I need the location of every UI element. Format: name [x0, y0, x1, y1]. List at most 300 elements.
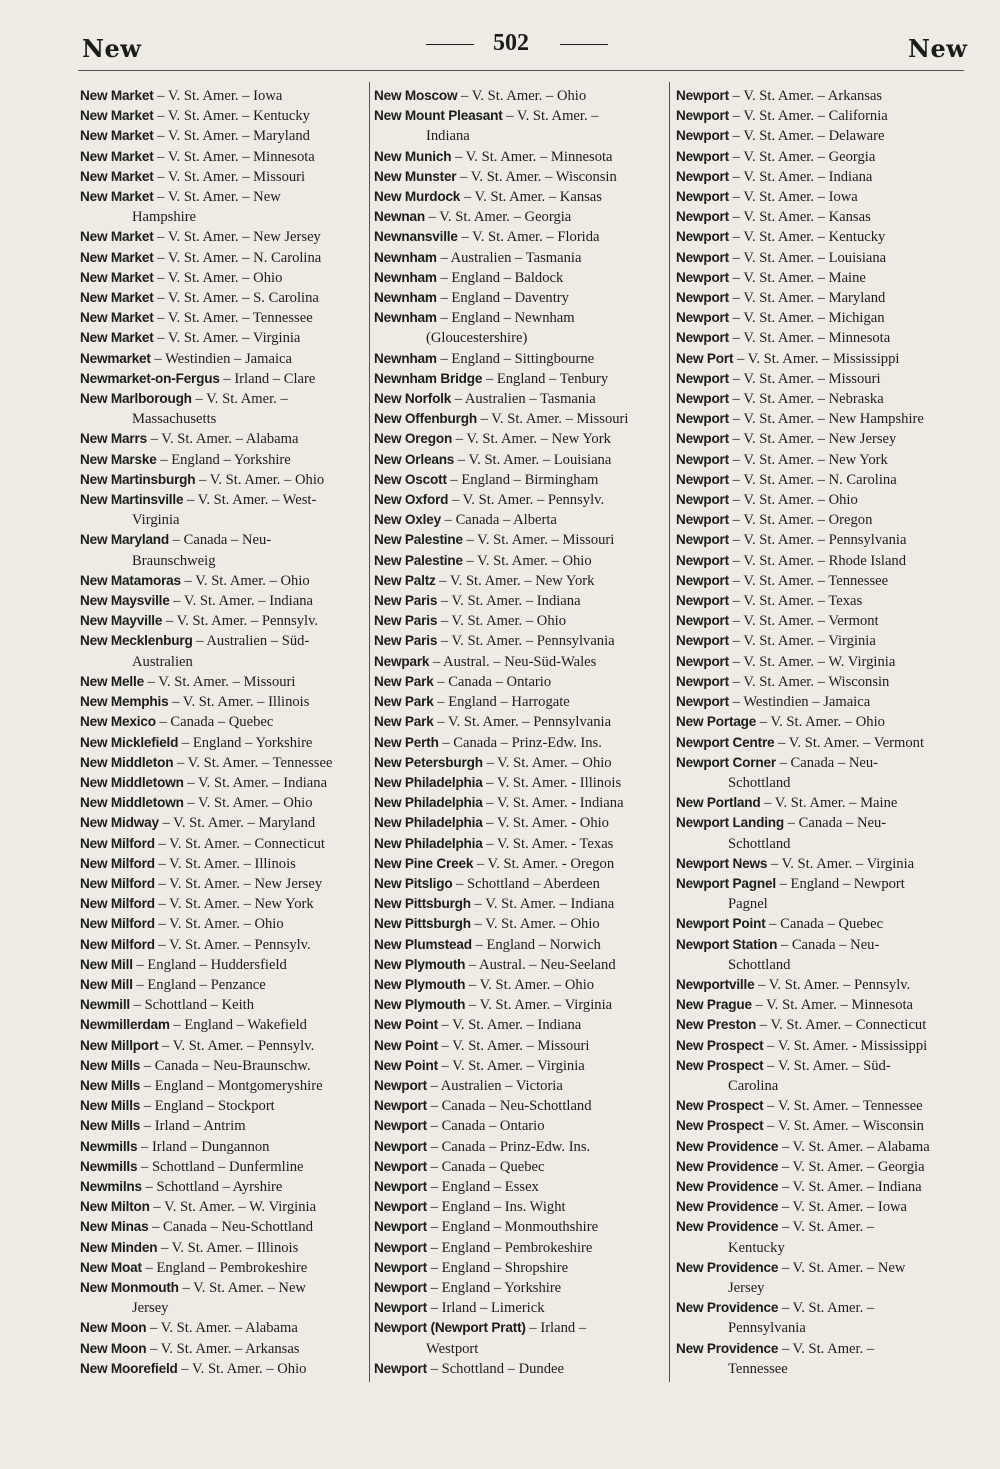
entry-location: – V. St. Amer. – Wisconsin — [456, 168, 617, 185]
entry-location: – Canada – Neu-Schottland — [148, 1219, 313, 1236]
entry-headword: New Murdock — [374, 189, 461, 205]
entry-headword: New Orleans — [374, 451, 455, 467]
entry-headword: Newmills — [80, 1158, 138, 1174]
entry-headword: Newmills — [80, 1138, 138, 1154]
gazetteer-entry — [676, 207, 966, 227]
entry-location: – V. St. Amer. – Minnesota — [728, 330, 891, 347]
gazetteer-entry — [80, 712, 364, 732]
entry-headword: New Paris — [374, 613, 438, 629]
entry-continued-text: Virginia — [132, 512, 180, 529]
entry-location: – V. St. Amer. – New York — [154, 896, 314, 913]
gazetteer-entry — [374, 409, 664, 429]
entry-headword: New Providence — [676, 1340, 779, 1356]
entry-location: – V. St. Amer. – Maryland — [158, 815, 316, 832]
gazetteer-entry — [374, 1177, 664, 1197]
entry-location: – V. St. Amer. – Missouri — [462, 532, 615, 549]
entry-location: – England – Montgomeryshire — [140, 1077, 323, 1094]
entry-location: – England – Sittingbourne — [436, 350, 595, 367]
entry-location: – V. St. Amer. – Iowa — [778, 1199, 908, 1216]
entry-location: – V. St. Amer. – S. Carolina — [153, 290, 319, 307]
gazetteer-entry — [80, 813, 364, 833]
entry-headword: New Pine Creek — [374, 855, 474, 871]
entry-headword: New Martinsville — [80, 492, 184, 508]
entry-location: – V. St. Amer. – Maryland — [728, 290, 886, 307]
entry-headword: New Market — [80, 249, 154, 265]
entry-headword: Newport (Newport Pratt) — [374, 1320, 526, 1336]
gazetteer-entry — [676, 248, 966, 268]
entry-location: – V. St. Amer. – Missouri — [437, 1037, 590, 1054]
gazetteer-entry — [676, 530, 966, 550]
entry-headword: New Norfolk — [374, 391, 452, 407]
entry-location: – V. St. Amer. – Georgia — [778, 1158, 925, 1175]
entry-location: – V. St. Amer. – W. Virginia — [728, 653, 896, 670]
gazetteer-entry — [676, 813, 966, 833]
entry-headword: Newport Point — [676, 916, 766, 932]
entry-location: – V. St. Amer. – Ohio — [728, 492, 858, 509]
gazetteer-entry — [676, 227, 966, 247]
entry-location: – V. St. Amer. – Texas — [728, 593, 863, 610]
entry-location: – V. St. Amer. – Alabama — [146, 431, 299, 448]
entry-location: – V. St. Amer. – New — [153, 189, 281, 206]
entry-headword: New Portage — [676, 714, 757, 730]
entry-headword: New Moon — [80, 1340, 147, 1356]
gazetteer-entry — [676, 1137, 966, 1157]
entry-location: – V. St. Amer. – Arkansas — [146, 1340, 300, 1357]
entry-location: – V. St. Amer. – Ohio — [195, 471, 325, 488]
gazetteer-entry — [80, 793, 364, 813]
gazetteer-entry — [676, 611, 966, 631]
entry-continuation — [676, 1359, 966, 1379]
entry-location: – V. St. Amer. – Ohio — [154, 916, 284, 933]
entry-headword: New Pittsburgh — [374, 896, 471, 912]
gazetteer-entry — [676, 712, 966, 732]
entry-headword: Newport — [676, 694, 729, 710]
entry-location: – V. St. Amer. – Ohio — [465, 976, 595, 993]
entry-location: – England – Pembrokeshire — [141, 1259, 308, 1276]
entry-headword: New Pitsligo — [374, 875, 453, 891]
entry-location: – V. St. Amer. – California — [728, 108, 888, 125]
gazetteer-entry — [80, 753, 364, 773]
gazetteer-entry — [374, 106, 664, 126]
entry-headword: Newmill — [80, 997, 130, 1013]
entry-location: – V. St. Amer. – Indiana — [728, 168, 873, 185]
entry-location: – V. St. Amer. – Alabama — [778, 1138, 930, 1155]
entry-location: – Schottland – Ayrshire — [141, 1178, 283, 1195]
entry-location: – England – Yorkshire — [178, 734, 313, 751]
entry-headword: New Portland — [676, 795, 761, 811]
entry-location: – V. St. Amer. – Illinois — [157, 1239, 299, 1256]
entry-location: – V. St. Amer. – Tennessee — [173, 754, 333, 771]
gazetteer-entry — [374, 1258, 664, 1278]
entry-location: – V. St. Amer. – West- — [183, 492, 317, 509]
gazetteer-entry — [80, 187, 364, 207]
gazetteer-entry — [374, 227, 664, 247]
entry-headword: New Milford — [80, 916, 155, 932]
entry-location: – Canada – Neu- — [169, 532, 272, 549]
entry-continued-text: Schottland — [728, 956, 791, 973]
entry-headword: Newport Corner — [676, 754, 776, 770]
entry-headword: New Mills — [80, 1118, 141, 1134]
entry-headword: New Mount Pleasant — [374, 108, 503, 124]
gazetteer-entry — [676, 874, 966, 894]
entry-location: – V. St. Amer. – Virginia — [437, 1057, 585, 1074]
gazetteer-entry — [374, 894, 664, 914]
entry-location: – V. St. Amer. – Maine — [728, 269, 866, 286]
entry-continued-text: Schottland — [728, 835, 791, 852]
entry-headword: Newport — [676, 613, 729, 629]
entry-headword: New Micklefield — [80, 734, 179, 750]
entry-location: – V. St. Amer. – — [778, 1219, 875, 1236]
gazetteer-entry — [676, 1036, 966, 1056]
gazetteer-entry — [676, 1157, 966, 1177]
entry-location: – Canada – Neu- — [775, 754, 879, 771]
gazetteer-entry — [374, 914, 664, 934]
entry-headword: Newport — [676, 593, 729, 609]
entry-continuation — [80, 1298, 364, 1318]
entry-continuation — [676, 834, 966, 854]
entry-headword: Newport — [374, 1199, 427, 1215]
gazetteer-entry — [676, 793, 966, 813]
entry-headword: New Philadelphia — [374, 795, 483, 811]
gazetteer-entry — [374, 692, 664, 712]
gazetteer-entry — [676, 328, 966, 348]
entry-headword: New Milford — [80, 896, 155, 912]
entry-location: – England – Yorkshire — [426, 1279, 562, 1296]
entry-location: – England – Monmouthshire — [426, 1219, 599, 1236]
gazetteer-entry — [374, 1137, 664, 1157]
gazetteer-entry — [80, 773, 364, 793]
entry-headword: New Melle — [80, 673, 144, 689]
gazetteer-entry — [374, 147, 664, 167]
entry-continued-text: Schottland — [728, 774, 791, 791]
entry-location: – England – Daventry — [436, 290, 569, 307]
gazetteer-entry — [676, 1056, 966, 1076]
entry-location: – V. St. Amer. – New Jersey — [728, 431, 897, 448]
entry-location: – V. St. Amer. – Tennessee — [153, 310, 313, 327]
entry-headword: New Milford — [80, 875, 155, 891]
entry-headword: Newport — [676, 633, 729, 649]
entry-location: – V. St. Amer. – Ohio — [756, 714, 885, 731]
entry-headword: New Monmouth — [80, 1279, 179, 1295]
entry-location: – V. St. Amer. – Tennessee — [728, 572, 889, 589]
entry-location: – Schottland – Keith — [129, 997, 255, 1014]
entry-headword: Newport News — [676, 855, 768, 871]
entry-location: – V. St. Amer. – New Hampshire — [728, 411, 924, 428]
entry-location: – V. St. Amer. – Süd- — [763, 1057, 891, 1074]
entry-headword: Newport — [374, 1138, 427, 1154]
entry-headword: Newport — [676, 310, 729, 326]
entry-location: – V. St. Amer. – Minnesota — [153, 148, 315, 165]
gazetteer-entry — [80, 631, 364, 651]
entry-headword: Newnham — [374, 269, 437, 285]
gazetteer-entry — [676, 268, 966, 288]
gazetteer-entry — [80, 854, 364, 874]
entry-continued-text: Jersey — [132, 1300, 169, 1317]
gazetteer-entry — [80, 1056, 364, 1076]
gazetteer-entry — [374, 1217, 664, 1237]
entry-location: – V. St. Amer. – Georgia — [728, 148, 876, 165]
gazetteer-entry — [80, 1197, 364, 1217]
entry-headword: Newport Pagnel — [676, 875, 776, 891]
entry-headword: Newport Landing — [676, 815, 785, 831]
entry-headword: New Prague — [676, 997, 752, 1013]
entry-location: – Westindien – Jamaica — [150, 350, 292, 367]
gazetteer-entry — [676, 1197, 966, 1217]
entry-location: – Schottland – Aberdeen — [452, 875, 600, 892]
entry-headword: New Plymouth — [374, 956, 466, 972]
gazetteer-entry — [80, 450, 364, 470]
entry-location: – V. St. Amer. – Ohio — [177, 1360, 307, 1377]
entry-headword: New Oxford — [374, 492, 449, 508]
gazetteer-entry — [80, 530, 364, 550]
entry-location: – Canada – Quebec — [765, 916, 884, 933]
gazetteer-entry — [676, 995, 966, 1015]
entry-headword: New Mill — [80, 956, 133, 972]
entry-headword: New Providence — [676, 1199, 779, 1215]
gazetteer-entry — [374, 773, 664, 793]
entry-location: – V. St. Amer. – Louisiana — [454, 451, 612, 468]
entry-headword: New Perth — [374, 734, 439, 750]
entry-location: – V. St. Amer. – — [778, 1340, 875, 1357]
entry-headword: New Moon — [80, 1320, 147, 1336]
entry-headword: New Market — [80, 290, 154, 306]
entry-headword: New Milford — [80, 835, 155, 851]
entry-headword: New Moorefield — [80, 1360, 178, 1376]
gazetteer-entry — [374, 1056, 664, 1076]
gazetteer-entry — [676, 1015, 966, 1035]
entry-headword: New Port — [676, 350, 734, 366]
gazetteer-entry — [80, 126, 364, 146]
entry-headword: Newport — [374, 1178, 427, 1194]
entry-location: – Westindien – Jamaica — [728, 694, 871, 711]
entry-location: – England – Shropshire — [426, 1259, 569, 1276]
gazetteer-entry — [374, 631, 664, 651]
entry-headword: New Preston — [676, 1017, 757, 1033]
entry-location: – V. St. Amer. – Oregon — [728, 512, 873, 529]
entry-location: – V. St. Amer. – Connecticut — [756, 1017, 927, 1034]
gazetteer-entry — [80, 874, 364, 894]
entry-location: – Canada – Alberta — [440, 512, 557, 529]
gazetteer-entry — [374, 753, 664, 773]
entry-headword: Newport — [374, 1219, 427, 1235]
entry-continuation — [374, 1339, 664, 1359]
entry-location: – V. St. Amer. – Minnesota — [751, 997, 914, 1014]
entry-location: – England – Huddersfield — [132, 956, 287, 973]
entry-continuation — [676, 1278, 966, 1298]
gazetteer-entry — [80, 1036, 364, 1056]
gazetteer-entry — [374, 712, 664, 732]
gazetteer-entry — [374, 995, 664, 1015]
entry-headword: Newport — [676, 269, 729, 285]
entry-continued-text: Braunschweig — [132, 552, 216, 569]
gazetteer-entry — [80, 692, 364, 712]
gazetteer-entry — [676, 510, 966, 530]
entry-headword: Newport Station — [676, 936, 778, 952]
entry-location: – England – Baldock — [436, 269, 564, 286]
entry-headword: New Marrs — [80, 431, 147, 447]
entry-continued-text: Tennessee — [728, 1360, 788, 1377]
entry-headword: Newport — [676, 532, 729, 548]
entry-location: – V. St. Amer. – Florida — [457, 229, 600, 246]
gazetteer-entry — [374, 813, 664, 833]
entry-location: – England – Penzance — [132, 976, 266, 993]
entry-location: – V. St. Amer. – Iowa — [153, 88, 283, 104]
entry-location: – V. St. Amer. – Delaware — [728, 128, 885, 145]
gazetteer-entry — [80, 167, 364, 187]
entry-headword: Newnansville — [374, 229, 458, 245]
entry-headword: New Prospect — [676, 1098, 764, 1114]
gazetteer-entry — [80, 975, 364, 995]
entry-continued-text: Pennsylvania — [728, 1320, 806, 1337]
gazetteer-entry — [676, 369, 966, 389]
entry-location: – V. St. Amer. – Ohio — [457, 88, 587, 104]
entry-location: – Irland – Limerick — [426, 1300, 545, 1317]
entry-headword: New Prospect — [676, 1057, 764, 1073]
gazetteer-entry — [80, 1157, 364, 1177]
entry-headword: New Mills — [80, 1057, 141, 1073]
entry-location: – V. St. Amer. – Missouri — [153, 168, 306, 185]
entry-headword: New Martinsburgh — [80, 471, 196, 487]
gazetteer-entry — [374, 429, 664, 449]
entry-headword: Newport — [374, 1118, 427, 1134]
entry-headword: Newport — [374, 1158, 427, 1174]
gazetteer-entry — [374, 308, 664, 328]
entry-headword: New Maryland — [80, 532, 170, 548]
entry-headword: New Offenburgh — [374, 411, 477, 427]
entry-location: – Austral. – Neu-Süd-Wales — [429, 653, 597, 670]
entry-headword: New Philadelphia — [374, 835, 483, 851]
entry-location: – V. St. Amer. – Illinois — [168, 694, 310, 711]
entry-location: – V. St. Amer. – Tennessee — [763, 1098, 923, 1115]
entry-headword: Newport — [676, 168, 729, 184]
entry-headword: Newnham — [374, 290, 437, 306]
gazetteer-entry — [80, 935, 364, 955]
entry-location: – V. St. Amer. – Ohio — [462, 552, 592, 569]
entry-location: – V. St. Amer. – New — [178, 1279, 306, 1296]
entry-headword: New Market — [80, 269, 154, 285]
gazetteer-entry — [374, 450, 664, 470]
entry-headword: New Prospect — [676, 1037, 764, 1053]
entry-headword: Newport — [676, 451, 729, 467]
gazetteer-entry — [80, 106, 364, 126]
gazetteer-entry — [676, 591, 966, 611]
entry-headword: Newportville — [676, 976, 755, 992]
entry-headword: New Matamoras — [80, 572, 181, 588]
entry-headword: Newport — [676, 249, 729, 265]
entry-headword: New Providence — [676, 1178, 779, 1194]
entry-location: – V. St. Amer. – Rhode Island — [728, 552, 907, 569]
gazetteer-entry — [374, 207, 664, 227]
entry-headword: New Market — [80, 128, 154, 144]
gazetteer-entry — [374, 652, 664, 672]
entry-headword: New Park — [374, 714, 434, 730]
entry-location: – Canada – Neu-Braunschw. — [140, 1057, 311, 1074]
gazetteer-entry — [80, 389, 364, 409]
entry-headword: New Minden — [80, 1239, 158, 1255]
gazetteer-entry — [374, 389, 664, 409]
entry-headword: New Oregon — [374, 431, 453, 447]
gazetteer-entry — [80, 1278, 364, 1298]
entry-location: – V. St. Amer. - Indiana — [482, 795, 624, 812]
gazetteer-entry — [80, 733, 364, 753]
entry-headword: New Palestine — [374, 532, 463, 548]
entry-location: – V. St. Amer. – Missouri — [143, 673, 296, 690]
entry-headword: Newport — [676, 391, 729, 407]
gazetteer-entry — [374, 834, 664, 854]
gazetteer-entry — [676, 126, 966, 146]
entry-headword: New Petersburgh — [374, 754, 483, 770]
gazetteer-entry — [676, 551, 966, 571]
gazetteer-entry — [374, 510, 664, 530]
entry-headword: New Park — [374, 673, 434, 689]
entry-location: – V. St. Amer. – Missouri — [728, 370, 881, 387]
gazetteer-entry — [374, 349, 664, 369]
gazetteer-entry — [676, 692, 966, 712]
gazetteer-entry — [676, 652, 966, 672]
entry-location: – England – Pembrokeshire — [426, 1239, 593, 1256]
gazetteer-entry — [374, 854, 664, 874]
entry-headword: Newport — [676, 108, 729, 124]
entry-headword: Newport — [676, 552, 729, 568]
gazetteer-entry — [374, 1278, 664, 1298]
gazetteer-entry — [374, 975, 664, 995]
gazetteer-entry — [374, 530, 664, 550]
entry-location: – Australien – Tasmania — [451, 391, 596, 408]
entry-continued-text: Indiana — [426, 128, 470, 145]
entry-headword: New Marske — [80, 451, 157, 467]
entry-continued-text: Australien — [132, 653, 193, 670]
gazetteer-entry — [80, 611, 364, 631]
running-head-left: New — [82, 34, 142, 63]
entry-location: – V. St. Amer. – Virginia — [465, 997, 613, 1014]
gazetteer-entry — [676, 106, 966, 126]
entry-location: – V. St. Amer. – Iowa — [728, 189, 858, 206]
entry-location: – Canada – Neu-Schottland — [426, 1098, 592, 1115]
entry-headword: Newport — [676, 673, 729, 689]
entry-location: – Australien – Tasmania — [436, 249, 582, 266]
entry-headword: New Providence — [676, 1219, 779, 1235]
gazetteer-entry — [374, 551, 664, 571]
entry-headword: New Moscow — [374, 88, 458, 103]
gazetteer-entry — [676, 409, 966, 429]
entry-location: – V. St. Amer. – Ohio — [180, 572, 310, 589]
gazetteer-entry — [676, 1339, 966, 1359]
gazetteer-entry — [374, 1096, 664, 1116]
gazetteer-entry — [80, 1076, 364, 1096]
entry-location: – V. St. Amer. – Nebraska — [728, 391, 884, 408]
gazetteer-entry — [80, 268, 364, 288]
entry-location: – V. St. Amer. – Wisconsin — [728, 673, 890, 690]
entry-location: – V. St. Amer. – Pennsylv. — [158, 1037, 315, 1054]
entry-headword: New Market — [80, 88, 154, 103]
entry-headword: Newport — [676, 492, 729, 508]
entry-continued-text: Jersey — [728, 1279, 765, 1296]
entry-location: – Canada – Ontario — [433, 673, 552, 690]
gazetteer-entry — [676, 1096, 966, 1116]
entry-location: – V. St. Amer. – Kentucky — [153, 108, 310, 125]
entry-headword: Newnham Bridge — [374, 370, 483, 386]
entry-location: – Canada – Neu- — [777, 936, 880, 953]
gazetteer-entry — [676, 470, 966, 490]
gazetteer-entry — [80, 369, 364, 389]
entry-location: – V. St. Amer. – Maine — [760, 795, 898, 812]
entry-headword: New Midway — [80, 815, 159, 831]
entry-continuation — [80, 652, 364, 672]
gazetteer-entry — [374, 288, 664, 308]
entry-headword: Newpark — [374, 653, 430, 669]
entry-headword: Newport — [676, 572, 729, 588]
entry-headword: New Mills — [80, 1077, 141, 1093]
